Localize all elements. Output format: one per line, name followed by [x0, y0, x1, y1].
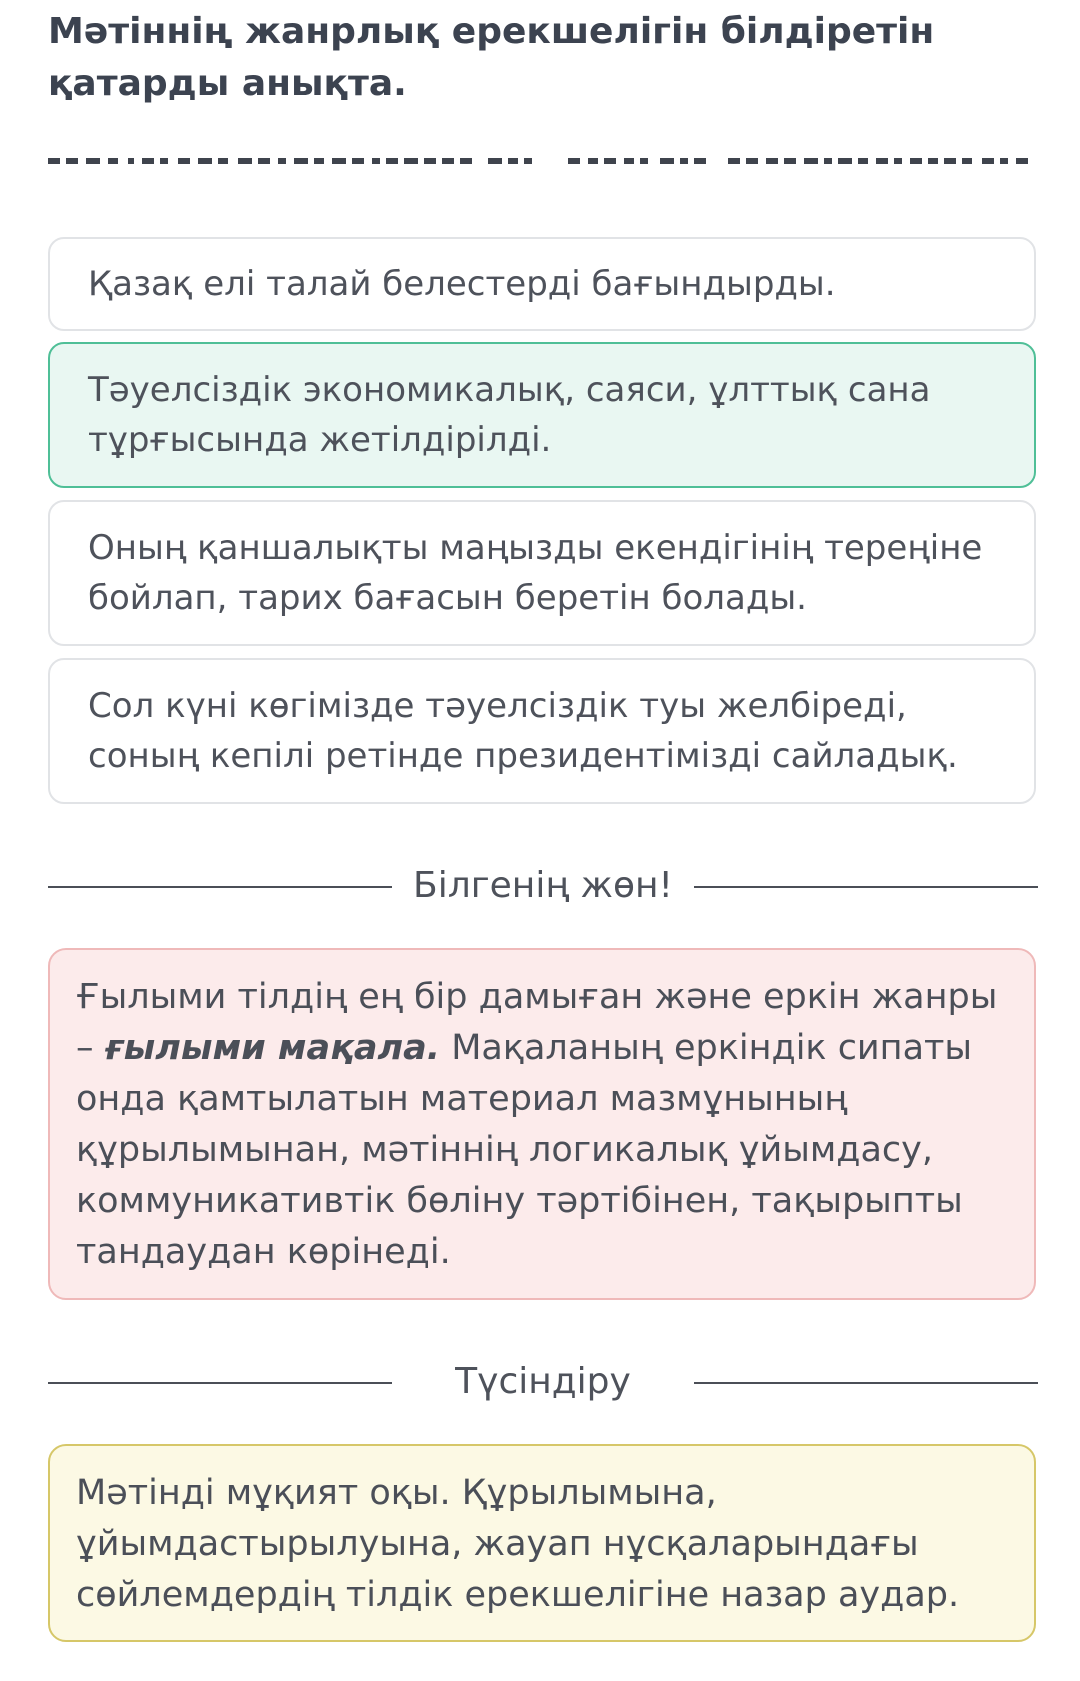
- knowledge-section-divider: [48, 856, 1038, 916]
- divider-line-right: [694, 886, 1038, 888]
- answer-blank-dashes: [48, 150, 1038, 178]
- answer-option-1-text: Қазақ елі талай белестерді бағындырды.: [88, 264, 836, 304]
- explanation-section-divider: [48, 1352, 1038, 1412]
- knowledge-box: [48, 948, 1036, 1300]
- answer-option-4-text: Сол күні көгімізде тәуелсіздік туы желбіреді, соның кепілі ретінде президентімізді сайладық.: [88, 686, 958, 776]
- knowledge-text-emphasis: ғылыми мақала.: [104, 1028, 441, 1068]
- explanation-heading: Түсіндіру: [455, 1361, 631, 1402]
- answer-option-2-text: Тәуелсіздік экономикалық, саяси, ұлттық сана тұрғысында жетілдірілді.: [88, 370, 931, 460]
- answer-option-4[interactable]: [48, 658, 1036, 804]
- answer-option-3[interactable]: [48, 500, 1036, 646]
- divider-line-right: [694, 1382, 1038, 1384]
- answer-option-2-correct[interactable]: [48, 342, 1036, 488]
- explanation-box: [48, 1444, 1036, 1642]
- knowledge-text-start: Ғылыми тілдің ең бір дамыған және еркін жанры –: [76, 977, 998, 1068]
- answer-option-3-text: Оның қаншалықты маңызды екендігінің тереңіне бойлап, тарих бағасын беретін болады.: [88, 528, 983, 618]
- question-title: Мәтіннің жанрлық ерекшелігін білдіретін қатарды анықта.: [48, 11, 935, 104]
- answer-option-1[interactable]: [48, 237, 1036, 331]
- knowledge-text-end: Мақаланың еркіндік сипаты онда қамтылатын материал мазмұнының құрылымынан, мәтіннің логикалық ұйымдасу, коммуникативтік бөліну тәртібінен, тақырыпты тандаудан көрінеді.: [76, 1028, 973, 1272]
- explanation-text: Мәтінді мұқият оқы. Құрылымына, ұйымдастырылуына, жауап нұсқаларындағы сөйлемдердің тілдік ерекшелігіне назар аудар.: [76, 1473, 960, 1615]
- knowledge-heading: Білгенің жөн!: [413, 865, 673, 906]
